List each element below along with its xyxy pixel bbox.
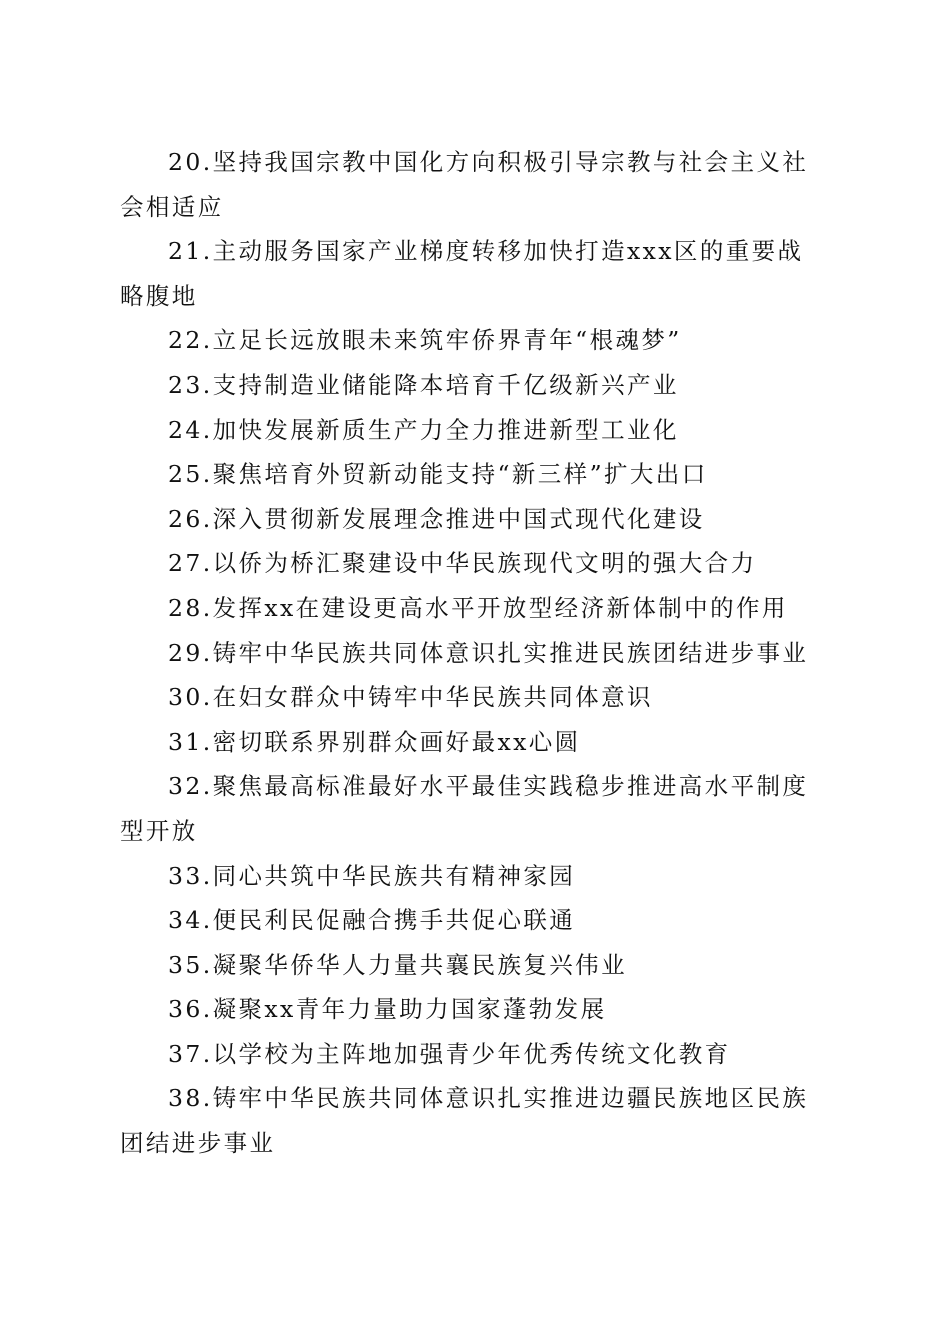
list-item: 28.发挥xx在建设更高水平开放型经济新体制中的作用 <box>168 593 788 622</box>
list-item: 29.铸牢中华民族共同体意识扎实推进民族团结进步事业 <box>168 638 809 667</box>
list-item: 23.支持制造业储能降本培育千亿级新兴产业 <box>168 370 679 399</box>
title-list <box>120 140 828 1166</box>
list-item: 32.聚焦最高标准最好水平最佳实践稳步推进高水平制度型开放 <box>120 772 809 845</box>
list-item: 38.铸牢中华民族共同体意识扎实推进边疆民族地区民族团结进步事业 <box>120 1084 809 1158</box>
list-item: 27.以侨为桥汇聚建设中华民族现代文明的强大合力 <box>168 549 757 578</box>
list-item: 25.聚焦培育外贸新动能支持“新三样”扩大出口 <box>168 460 708 489</box>
list-item: 36.凝聚xx青年力量助力国家蓬勃发展 <box>168 995 607 1024</box>
list-item: 21.主动服务国家产业梯度转移加快打造xxx区的重要战略腹地 <box>120 237 804 310</box>
list-item: 31.密切联系界别群众画好最xx心圆 <box>168 727 581 756</box>
list-item: 26.深入贯彻新发展理念推进中国式现代化建设 <box>168 504 705 533</box>
list-item: 20.坚持我国宗教中国化方向积极引导宗教与社会主义社会相适应 <box>120 148 809 221</box>
list-item: 33.同心共筑中华民族共有精神家园 <box>168 861 576 890</box>
list-item: 24.加快发展新质生产力全力推进新型工业化 <box>168 415 679 444</box>
list-item: 37.以学校为主阵地加强青少年优秀传统文化教育 <box>168 1039 731 1068</box>
list-item: 35.凝聚华侨华人力量共襄民族复兴伟业 <box>168 950 627 979</box>
list-item: 22.立足长远放眼未来筑牢侨界青年“根魂梦” <box>168 326 682 355</box>
list-item: 34.便民利民促融合携手共促心联通 <box>168 906 576 935</box>
list-item: 30.在妇女群众中铸牢中华民族共同体意识 <box>168 683 653 712</box>
